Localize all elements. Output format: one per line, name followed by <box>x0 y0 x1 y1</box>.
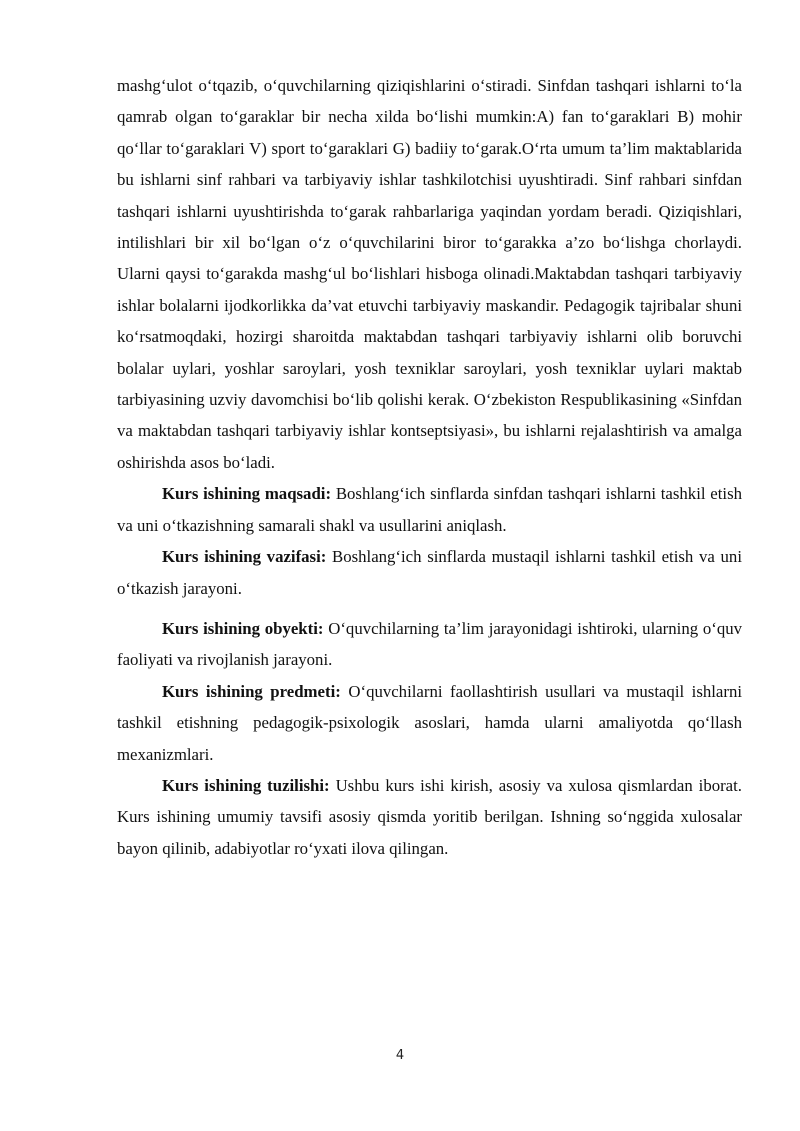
intro-paragraph: mashg‘ulot o‘tqazib, o‘quvchilarning qiziqishlarini o‘stiradi. Sinfdan tashqari ishlarni to‘la qamrab olgan to‘garaklar bir necha xilda bo‘lishi mumkin:A) fan to‘garaklari B) mohir qo‘llar to‘garaklari V) sport to‘garaklari G) badiiy to‘garak.O‘rta umum ta’lim maktablarida bu ishlarni sinf rahbari va tarbiyaviy ishlar tashkilotchisi uyushtiradi. Sinf rahbari sinfdan tashqari ishlarni uyushtirishda to‘garak rahbarlariga yaqindan yordam beradi. Qiziqishlari, intilishlari bir xil bo‘lgan o‘z o‘quvchilarini biror to‘garakka a’zo bo‘lishga chorlaydi. Ularni qaysi to‘garakda mashg‘ul bo‘lishlari hisboga olinadi.Maktabdan tashqari tarbiyaviy ishlar bolalarni ijodkorlikka da’vat etuvchi tarbiyaviy maskandir. Pedagogik tajribalar shuni ko‘rsatmoqdaki, hozirgi sharoitda maktabdan tashqari tarbiyaviy ishlarni olib boruvchi bolalar uylari, yoshlar saroylari, yosh texniklar saroylari, yosh texniklar uylari maktab tarbiyasining uzviy davomchisi bo‘lib qolishi kerak. O‘zbekiston Respublikasining «Sinfdan va maktabdan tashqari tarbiyaviy ishlar kontseptsiyasi», bu ishlarni rejalashtirish va amalga oshirishda asos bo‘ladi. <box>117 76 742 472</box>
vazifa-paragraph <box>117 541 742 604</box>
tuzilish-label: Kurs ishining tuzilishi: <box>162 775 330 795</box>
maqsad-paragraph <box>117 478 742 541</box>
page-body <box>117 70 742 864</box>
tuzilish-paragraph <box>117 770 742 864</box>
predmet-text: O‘quvchilarni faollashtirish usullari va mustaqil ishlarni tashkil etishning pedagogik-psixologik asoslari, hamda ularni amaliyotda qo‘llash mexanizmlari. <box>117 681 742 764</box>
obyekt-paragraph <box>117 613 742 676</box>
vazifa-text: Boshlang‘ich sinflarda mustaqil ishlarni tashkil etish va uni o‘tkazish jarayoni. <box>117 547 742 598</box>
vazifa-label: Kurs ishining vazifasi: <box>162 547 327 567</box>
predmet-paragraph <box>117 676 742 770</box>
tuzilish-text: Ushbu kurs ishi kirish, asosiy va xulosa qismlardan iborat. Kurs ishining umumiy tavsifi asosiy qismda yoritib berilgan. Ishning so‘nggida xulosalar bayon qilinib, adabiyotlar ro‘yxati ilova qilingan. <box>117 775 742 858</box>
maqsad-label: Kurs ishining maqsadi: <box>162 484 332 504</box>
obyekt-text: O‘quvchilarning ta’lim jarayonidagi ishtiroki, ularning o‘quv faoliyati va rivojlanish jarayoni. <box>117 618 742 670</box>
predmet-label: Kurs ishining predmeti: <box>162 681 341 701</box>
obyekt-label: Kurs ishining obyekti: <box>162 618 324 638</box>
maqsad-text: Boshlang‘ich sinflarda sinfdan tashqari ishlarni tashkil etish va uni o‘tkazishning samarali shakl va usullarini aniqlash. <box>117 484 742 535</box>
page-number: 4 <box>395 1048 405 1063</box>
